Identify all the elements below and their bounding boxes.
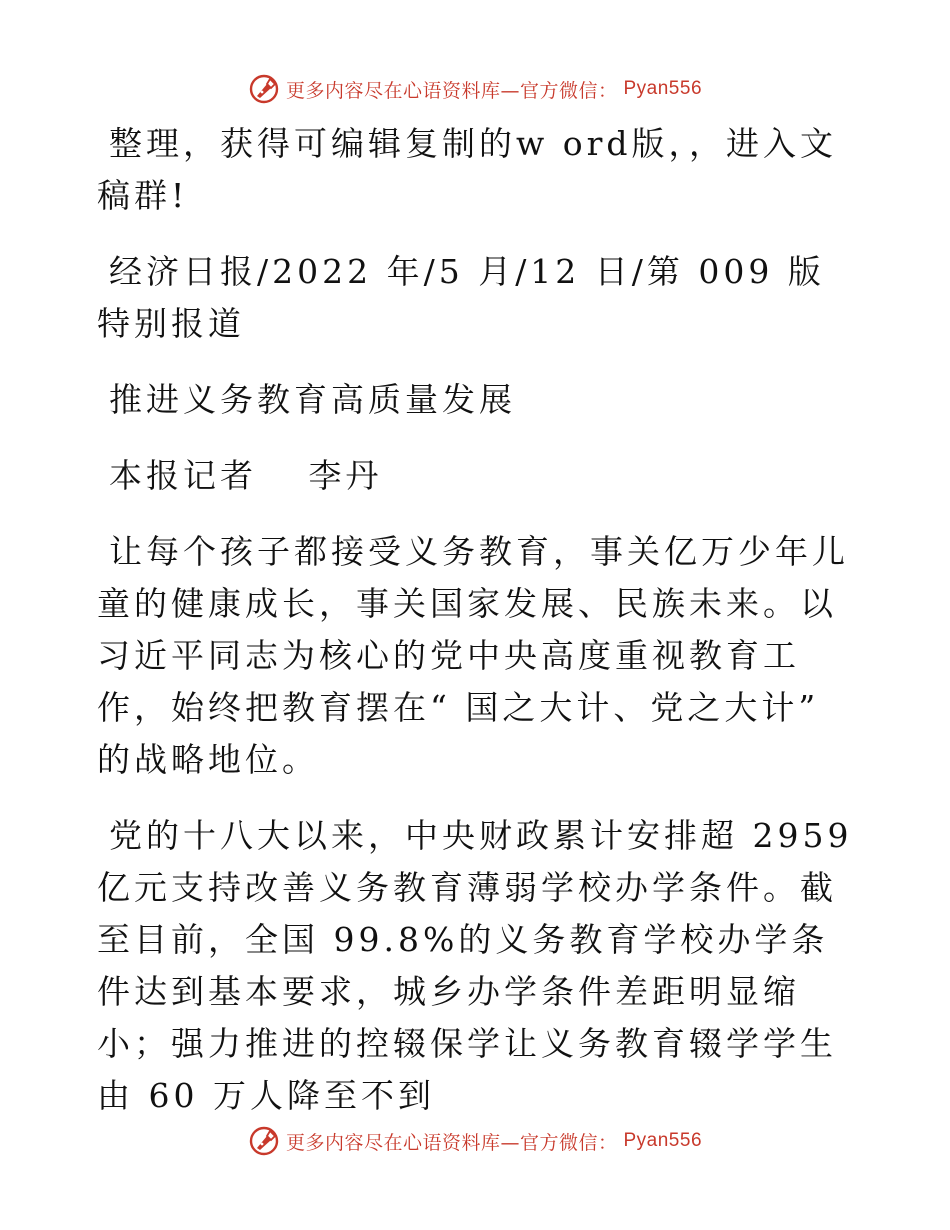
byline: 本报记者 李丹 bbox=[109, 456, 383, 495]
pen-nib-logo-icon bbox=[248, 1125, 280, 1157]
footer-banner-text: 更多内容尽在心语资料库—官方微信： bbox=[285, 1131, 618, 1154]
intro-text: 整理，获得可编辑复制的w ord版，，进入文稿群! bbox=[97, 124, 838, 215]
footer-banner bbox=[0, 1121, 950, 1161]
pen-nib-logo-icon bbox=[248, 73, 280, 105]
header-banner bbox=[0, 69, 950, 109]
header-banner-text: 更多内容尽在心语资料库—官方微信： bbox=[285, 79, 618, 102]
document-body bbox=[97, 118, 857, 1122]
headline: 推进义务教育高质量发展 bbox=[109, 380, 516, 419]
footer-wechat-id: Pyan556 bbox=[623, 1130, 703, 1151]
header-wechat-id: Pyan556 bbox=[623, 78, 703, 99]
source-line: 经济日报/2022 年/5 月/12 日/第 009 版特别报道 bbox=[97, 252, 825, 343]
paragraph-1: 让每个孩子都接受义务教育，事关亿万少年儿童的健康成长，事关国家发展、民族未来。以习近平同志为核心的党中央高度重视教育工作，始终把教育摆在“ 国之大计、党之大计” 的战略地位。 bbox=[97, 532, 849, 779]
paragraph-2: 党的十八大以来，中央财政累计安排超 2959 亿元支持改善义务教育薄弱学校办学条件。截至目前，全国 99.8%的义务教育学校办学条件达到基本要求，城乡办学条件差距明显缩小；强力推进的控辍保学让义务教育辍学学生由 60 万人降至不到 bbox=[97, 816, 853, 1115]
